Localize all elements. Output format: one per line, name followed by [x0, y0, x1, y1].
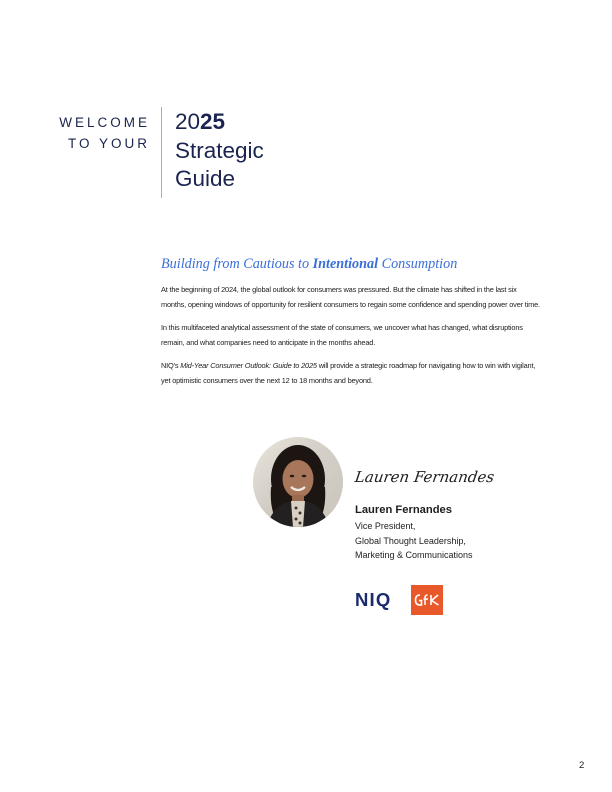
report-title-italic: Mid-Year Consumer Outlook: Guide to 2025 [180, 361, 317, 371]
author-signature: Lauren Fernandes [353, 468, 496, 486]
subhead-emphasis: Intentional [312, 256, 379, 272]
subhead-part-1: Building from Cautious to [161, 256, 313, 272]
title-year-suffix: 25 [200, 109, 226, 134]
author-portrait-image [253, 437, 343, 527]
paragraph-3-prefix: NIQ's [161, 361, 181, 371]
welcome-line-2: TO YOUR [67, 136, 150, 151]
intro-paragraph-1: At the beginning of 2024, the global outlook for consumers was pressured. But the climate has shifted in the last six months, opening windows of opportunity for resilient consumers to regain some confidence and spending power over time. [161, 285, 540, 310]
page-title [175, 108, 264, 194]
author-role-line-3: Marketing & Communications [355, 550, 473, 560]
gfk-logo [411, 585, 443, 615]
author-role-line-2: Global Thought Leadership, [355, 535, 466, 546]
welcome-line-1: WELCOME [59, 115, 150, 130]
section-subheading [161, 256, 561, 273]
paragraph-3-suffix: will provide a strategic roadmap for navigating how to win with vigilant, yet optimistic consumers over the next 12 to 18 months and beyond. [161, 361, 536, 386]
intro-body [161, 282, 541, 396]
intro-paragraph-3 [161, 358, 541, 389]
accent-divider [161, 107, 162, 198]
title-year [175, 108, 264, 137]
gfk-logo-mark [411, 585, 443, 615]
welcome-heading [40, 112, 150, 154]
subhead-part-2: Consumption [378, 256, 458, 272]
author-photo [253, 437, 343, 527]
intro-paragraph-2: In this multifaceted analytical assessment of the state of consumers, we uncover what has changed, what disruptions remain, and what companies need to anticipate in the months ahead. [161, 323, 523, 348]
title-line-strategic: Strategic [175, 137, 264, 163]
author-name: Lauren Fernandes [355, 504, 452, 516]
author-role-line-1: Vice President, [355, 521, 416, 531]
niq-logo: NIQ [355, 589, 392, 610]
title-year-prefix: 20 [175, 109, 201, 134]
author-details [355, 503, 555, 563]
title-line-guide: Guide [175, 166, 236, 191]
page-number: 2 [579, 760, 585, 771]
